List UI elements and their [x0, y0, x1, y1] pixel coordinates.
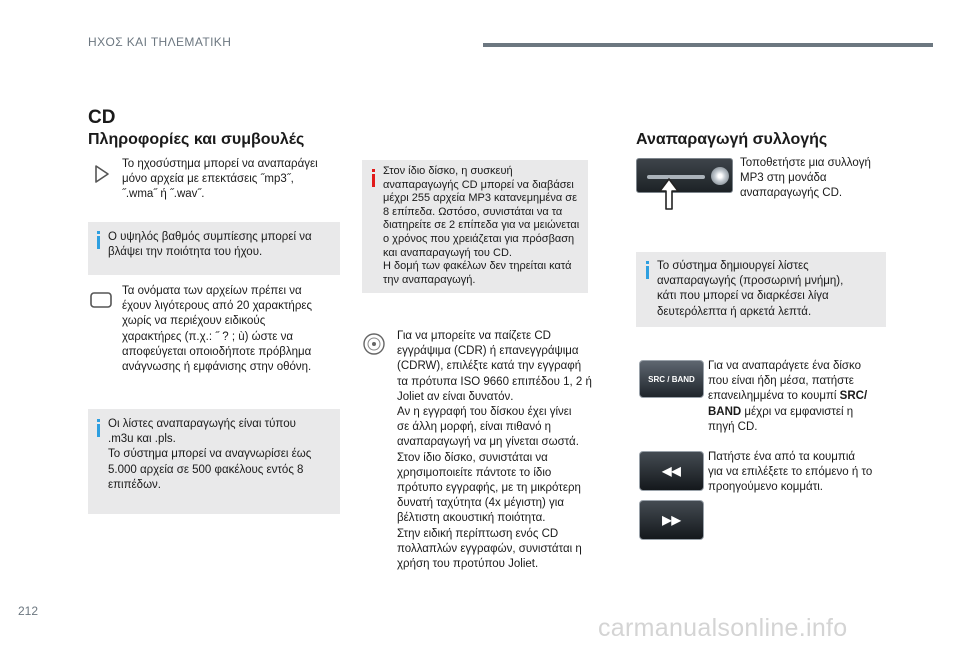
info-icon [646, 266, 649, 279]
src-band-button[interactable]: SRC / BAND [639, 360, 704, 398]
info-icon [97, 236, 100, 249]
cdr-cdrw-text: Για να μπορείτε να παίζετε CD εγγράψιμα (CDR) ή επανεγγράψιμα (CDRW), επιλέξτε κατά την εγγραφή τα πρότυπα ISO 9660 επιπέδου 1, 2 ή Joliet αν είναι δυνατόν. Αν η εγγραφή του δίσκου έχει γίνει σε άλλη μορφή, είναι πιθανό η αναπαραγωγή να μη γίνεται σωστά. Στον ίδιο δίσκο, συνιστάται να χρησιμοποιείτε πάντοτε το ίδιο πρότυπο εγγραφής, με τη μικρότερη δυνατή ταχύτητα (4x μέγιστη) για βέλτιστη ακουστική ποιότητα. Στην ειδική περίπτωση ενός CD πολλαπλών εγγραφών, συνιστάται η χρήση του προτύπου Joliet. [397, 330, 592, 571]
next-track-button[interactable]: ▶▶ [639, 500, 704, 540]
play-icon [90, 163, 112, 185]
file-formats-text: Το ηχοσύστημα μπορεί να αναπαράγει μόνο αρχεία με επεκτάσεις ˝mp3˝, ˝.wma˝ ή ˝.wav˝. [122, 158, 318, 201]
page-title: CD [88, 107, 116, 128]
info-tips-heading: Πληροφορίες και συμβουλές [88, 131, 305, 148]
warning-icon [372, 174, 375, 187]
filename-rules-text: Τα ονόματα των αρχείων πρέπει να έχουν λιγότερους από 20 χαρακτήρες χωρίς να περιέχουν ειδικούς χαρακτήρες (π.χ.: ˝ ? ; ù) ώστε να αποφεύγεται οποιοδήποτε πρόβλημα ανάγνωσης ή εμφάνισης στην οθόνη. [122, 285, 313, 374]
compression-text: Ο υψηλός βαθμός συμπίεσης μπορεί να βλάψει την ποιότητα του ήχου. [108, 231, 312, 259]
header-bar [483, 43, 933, 47]
page-number: 212 [18, 604, 39, 618]
display-screen-icon [89, 290, 113, 310]
section-header: ΗΧΟΣ ΚΑΙ ΤΗΛΕΜΑΤΙΚΗ [88, 35, 232, 49]
track-select-text: Πατήστε ένα από τα κουμπιά για να επιλέξετε το επόμενο ή το προηγούμενο κομμάτι. [708, 451, 873, 494]
disc-icon [362, 332, 386, 356]
info-icon [97, 424, 100, 437]
watermark: carmanualsonline.info [598, 614, 848, 642]
cd-disc-icon [711, 167, 729, 185]
playback-heading: Αναπαραγωγή συλλογής [636, 131, 828, 148]
previous-track-button[interactable]: ◀◀ [639, 451, 704, 491]
mp3-limit-warning-text: Στον ίδιο δίσκο, η συσκευή αναπαραγωγής CD μπορεί να διαβάσει μέχρι 255 αρχεία MP3 κατανεμημένα σε 8 επίπεδα. Ωστόσο, συνιστάται να τα διατηρείτε σε 2 επίπεδα για να μειώνεται ο χρόνος που χρειάζεται για πρόσβαση και αναπαραγωγή του CD. Η δομή των φακέλων δεν τηρείται κατά την αναπαραγωγή. [383, 165, 580, 286]
src-band-text: Για να αναπαράγετε ένα δίσκο που είναι ήδη μέσα, πατήστε επανειλημμένα το κουμπί SRC/ BAND μέχρι να εμφανιστεί η πηγή CD. [708, 360, 868, 433]
insert-collection-text: Τοποθετήστε μια συλλογή MP3 στη μονάδα αναπαραγωγής CD. [740, 157, 871, 200]
playlist-memory-text: Το σύστημα δημιουργεί λίστες αναπαραγωγής (προσωρινή μνήμη), κάτι που μπορεί να διαρκέσει λίγα δευτερόλεπτα ή αρκετά λεπτά. [657, 260, 844, 318]
insert-arrow-icon [659, 178, 679, 210]
playlists-text: Οι λίστες αναπαραγωγής είναι τύπου .m3u και .pls. Το σύστημα μπορεί να αναγνωρίσει έως 5.000 αρχεία σε 500 φακέλους εντός 8 επιπέδων. [108, 418, 312, 491]
cd-player-image [636, 158, 733, 193]
